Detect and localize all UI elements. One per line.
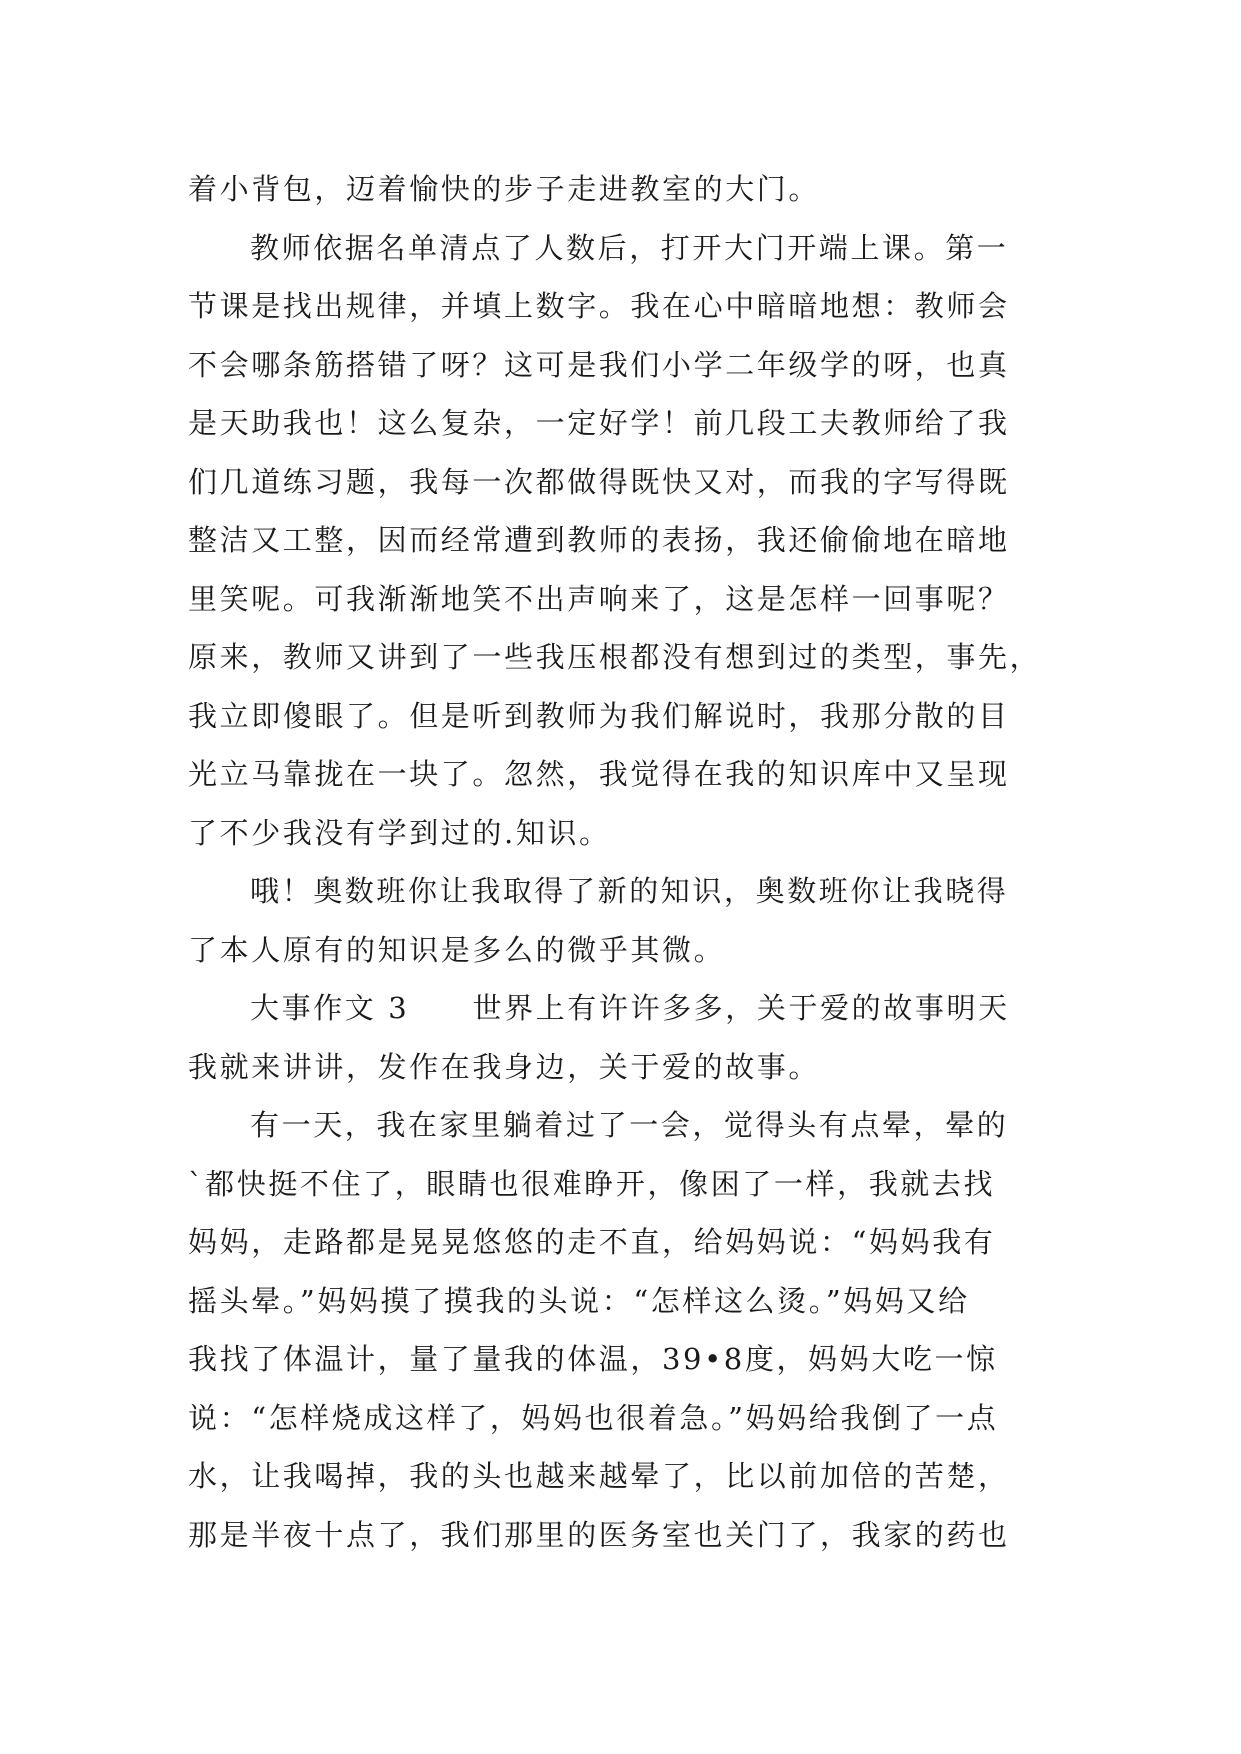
text-line: 大事作文 3 世界上有许许多多，关于爱的故事明天 [250, 991, 1010, 1025]
body-text [188, 160, 1068, 1564]
text-line: 教师依据名单清点了人数后，打开大门开端上课。第一 [250, 230, 1009, 265]
text-line: 有一天，我在家里躺着过了一会，觉得头有点晕，晕的 [250, 1108, 1009, 1142]
text-line: 摇头晕。”妈妈摸了摸我的头说：“怎样这么烫。”妈妈又给 [188, 1283, 970, 1318]
text-line: 光立马靠拢在一块了。忽然，我觉得在我的知识库中又呈现 [188, 757, 1010, 791]
text-line: 水，让我喝掉，我的头也越来越晕了，比以前加倍的苦楚， [188, 1459, 1010, 1493]
text-line: 那是半夜十点了，我们那里的医务室也关门了，我家的药也 [188, 1517, 1010, 1552]
text-line: 我立即傻眼了。但是听到教师为我们解说时，我那分散的目 [188, 698, 1010, 733]
text-line: 节课是找出规律，并填上数字。我在心中暗暗地想：教师会 [188, 289, 1010, 323]
text-line: 原来，教师又讲到了一些我压根都没有想到过的类型，事先， [188, 640, 1042, 674]
text-line: `都快挺不住了，眼睛也很难睁开，像困了一样，我就去找 [188, 1166, 996, 1201]
text-line: 们几道练习题，我每一次都做得既快又对，而我的字写得既 [188, 464, 1010, 499]
text-line: 我找了体温计，量了量我的体温，39•8度，妈妈大吃一惊 [188, 1342, 998, 1376]
text-line: 着小背包，迈着愉快的步子走进教室的大门。 [188, 172, 821, 206]
text-line: 是天助我也！这么复杂，一定好学！前几段工夫教师给了我 [188, 406, 1010, 440]
text-line: 里笑呢。可我渐渐地笑不出声响来了，这是怎样一回事呢？ [188, 581, 1010, 616]
text-line: 妈妈，走路都是晃晃悠悠的走不直，给妈妈说：“妈妈我有 [188, 1225, 996, 1259]
text-line: 说：“怎样烧成这样了，妈妈也很着急。”妈妈给我倒了一点 [188, 1400, 999, 1435]
text-line: 哦！奥数班你让我取得了新的知识，奥数班你让我晓得 [250, 874, 1009, 908]
text-line: 了本人原有的知识是多么的微乎其微。 [188, 932, 726, 967]
text-line: 整洁又工整，因而经常遭到教师的表扬，我还偷偷地在暗地 [188, 523, 1010, 557]
text-line: 不会哪条筋搭错了呀？这可是我们小学二年级学的呀，也真 [188, 347, 1010, 382]
text-line: 我就来讲讲，发作在我身边，关于爱的故事。 [188, 1049, 821, 1084]
text-line: 了不少我没有学到过的.知识。 [188, 815, 611, 850]
